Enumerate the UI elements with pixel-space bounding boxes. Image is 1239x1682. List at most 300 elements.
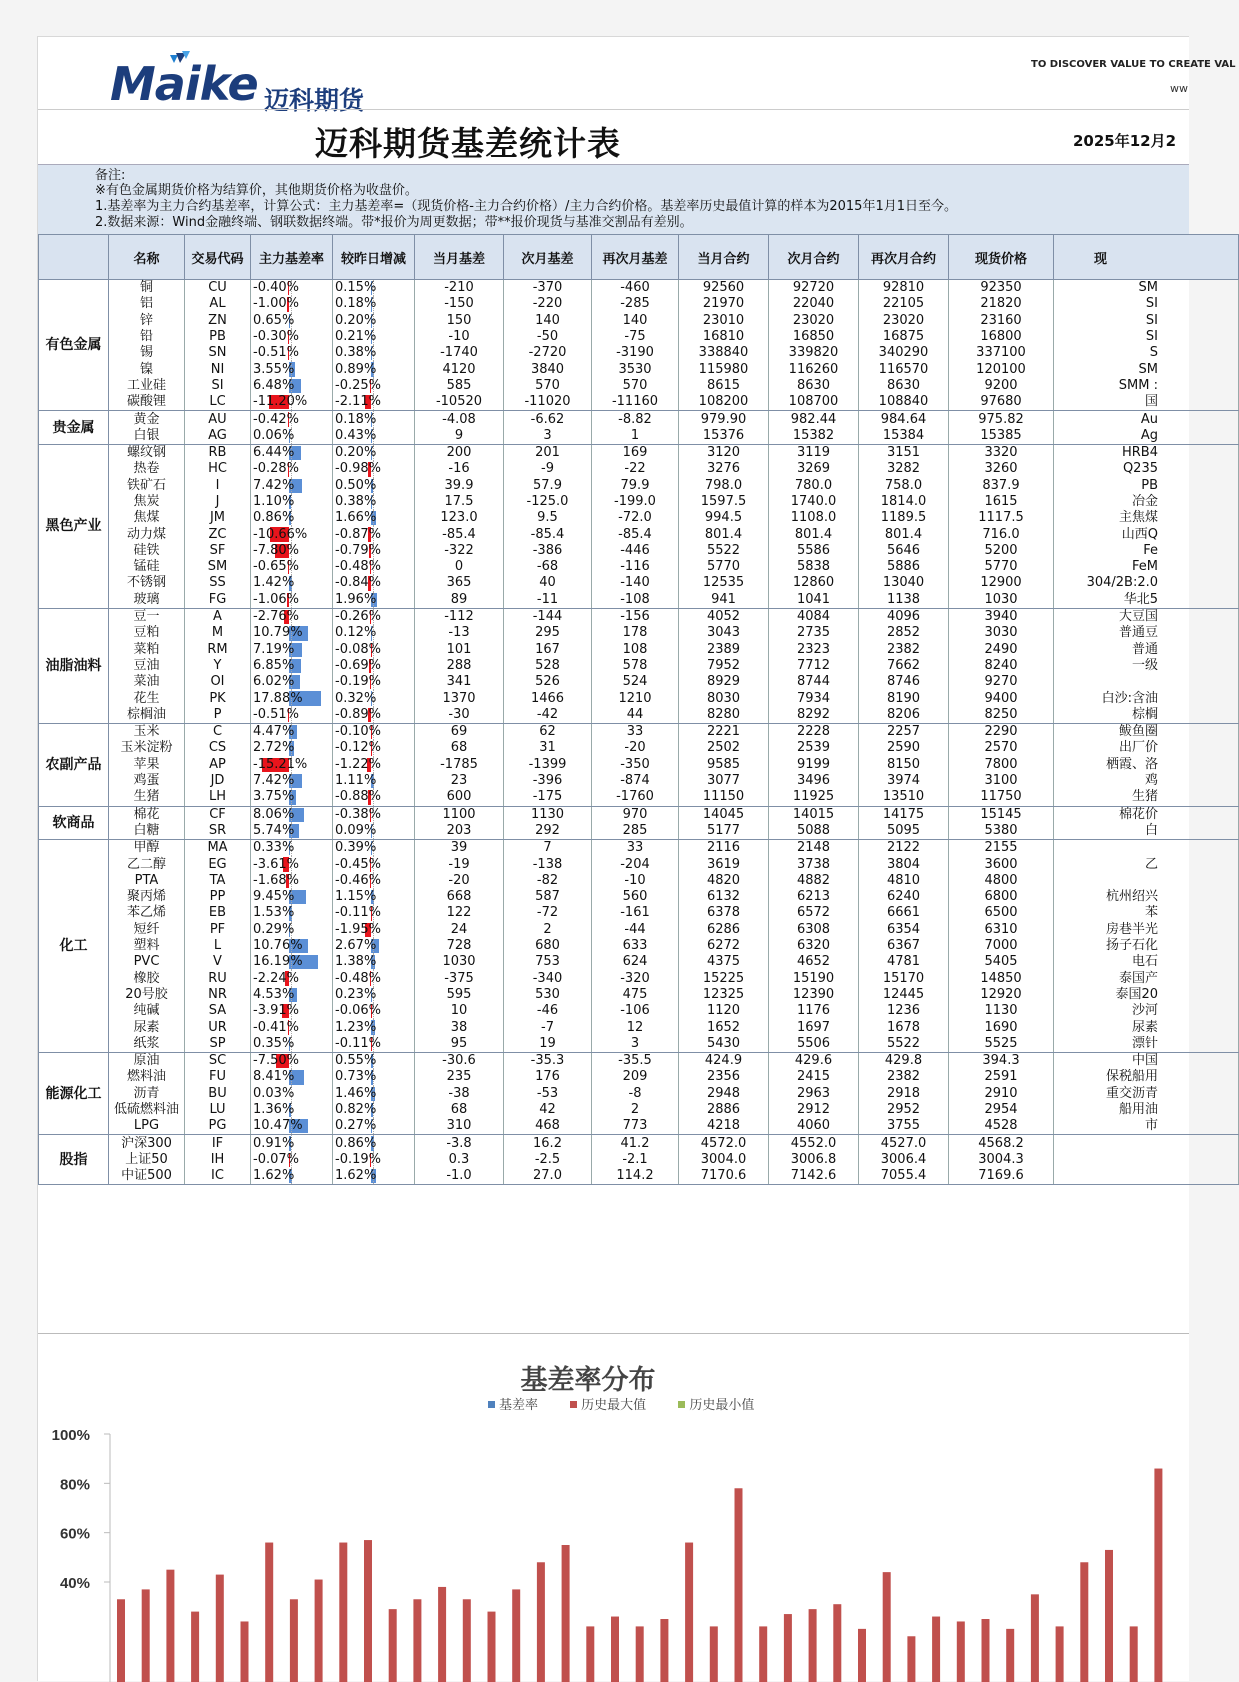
cell-b1: -3.8 [415, 1135, 504, 1152]
cell-code: SF [185, 543, 251, 559]
cell-c2: 5506 [769, 1036, 859, 1053]
basis-rate-cell [251, 428, 333, 445]
cell-value: -0.79% [335, 543, 381, 558]
daily-change-cell [333, 789, 415, 806]
cell-desc: 尿素 [1054, 1019, 1239, 1035]
cell-b2: 680 [504, 938, 592, 954]
cell-name: 沪深300 [109, 1135, 185, 1152]
cell-c2: 2912 [769, 1102, 859, 1118]
cell-b3: -1760 [592, 789, 679, 806]
cell-b2: -6.62 [504, 411, 592, 428]
cell-desc: 304/2B:2.0 [1054, 575, 1239, 591]
cell-value: 6.02% [253, 674, 294, 689]
cell-desc: 中国 [1054, 1052, 1239, 1069]
chart-bar-hist-max [216, 1575, 224, 1682]
cell-code: CS [185, 740, 251, 756]
cell-value: -0.11% [335, 1036, 381, 1051]
cell-c1: 16810 [679, 329, 769, 345]
cell-name: 玻璃 [109, 592, 185, 609]
cell-name: 花生 [109, 690, 185, 706]
cell-c3: 6354 [859, 922, 949, 938]
report-sheet [37, 36, 1189, 1681]
cell-b2: -2.5 [504, 1152, 592, 1168]
daily-change-cell [333, 345, 415, 361]
cell-c1: 5177 [679, 823, 769, 840]
cell-b3: 2 [592, 1102, 679, 1118]
basis-rate-cell [251, 1135, 333, 1152]
cell-b1: 10 [415, 1003, 504, 1019]
daily-change-cell [333, 873, 415, 889]
cell-desc: SI [1054, 329, 1239, 345]
header-cell: 较昨日增减 [333, 235, 415, 280]
cell-spot: 716.0 [949, 526, 1054, 542]
cell-name: 中证500 [109, 1168, 185, 1185]
cell-name: 苯乙烯 [109, 905, 185, 921]
cell-value: 10.76% [253, 938, 303, 953]
cell-b3: -2.1 [592, 1152, 679, 1168]
cell-c1: 7952 [679, 658, 769, 674]
table-row [39, 642, 1239, 658]
cell-spot: 3030 [949, 625, 1054, 641]
cell-code: Y [185, 658, 251, 674]
basis-rate-cell [251, 889, 333, 905]
cell-spot: 3940 [949, 608, 1054, 625]
cell-b3: 114.2 [592, 1168, 679, 1185]
cell-desc: 房巷半光 [1054, 922, 1239, 938]
cell-b1: 668 [415, 889, 504, 905]
header-group [39, 235, 109, 280]
cell-spot: 2290 [949, 724, 1054, 741]
cell-code: SP [185, 1036, 251, 1053]
cell-b1: -19 [415, 856, 504, 872]
cell-b3: -140 [592, 575, 679, 591]
cell-b2: -50 [504, 329, 592, 345]
table-row [39, 280, 1239, 297]
cell-desc: 船用油 [1054, 1102, 1239, 1118]
cell-name: 沥青 [109, 1086, 185, 1102]
cell-spot: 16800 [949, 329, 1054, 345]
cell-value: 9.45% [253, 889, 294, 904]
cell-value: -7.50% [253, 1053, 299, 1068]
cell-c3: 23020 [859, 313, 949, 329]
cell-c3: 5095 [859, 823, 949, 840]
cell-spot: 7800 [949, 757, 1054, 773]
table-row [39, 740, 1239, 756]
legend-label: 基差率 [499, 1398, 538, 1413]
cell-c1: 15376 [679, 428, 769, 445]
table-row [39, 428, 1239, 445]
basis-rate-cell [251, 757, 333, 773]
cell-c1: 4572.0 [679, 1135, 769, 1152]
daily-change-cell [333, 1168, 415, 1185]
cell-code: AP [185, 757, 251, 773]
cell-value: -0.40% [253, 280, 299, 295]
cell-code: AG [185, 428, 251, 445]
cell-code: LU [185, 1102, 251, 1118]
table-row [39, 411, 1239, 428]
cell-name: 硅铁 [109, 543, 185, 559]
cell-value: -3.61% [253, 857, 299, 872]
table-row [39, 394, 1239, 411]
cell-b1: -20 [415, 873, 504, 889]
cell-b2: 2 [504, 922, 592, 938]
cell-value: 0.35% [253, 1036, 294, 1051]
cell-c3: 2257 [859, 724, 949, 741]
daily-change-cell [333, 1102, 415, 1118]
daily-change-cell [333, 806, 415, 823]
cell-value: 0.21% [335, 329, 376, 344]
cell-name: 锰硅 [109, 559, 185, 575]
cell-code: PK [185, 690, 251, 706]
cell-c1: 2389 [679, 642, 769, 658]
cell-code: TA [185, 873, 251, 889]
cell-code: FU [185, 1069, 251, 1085]
cell-spot: 9270 [949, 674, 1054, 690]
cell-value: 4.53% [253, 987, 294, 1002]
cell-c3: 15384 [859, 428, 949, 445]
group-label: 化工 [39, 840, 109, 1053]
cell-desc: 市 [1054, 1118, 1239, 1135]
cell-value: -0.12% [335, 740, 381, 755]
cell-value: -10.66% [253, 527, 307, 542]
cell-value: -0.51% [253, 707, 299, 722]
cell-b3: -85.4 [592, 526, 679, 542]
chart-bar-hist-max [957, 1621, 965, 1682]
cell-code: NR [185, 987, 251, 1003]
basis-rate-cell [251, 1152, 333, 1168]
cell-spot: 3320 [949, 444, 1054, 461]
basis-rate-cell [251, 378, 333, 394]
cell-c2: 1108.0 [769, 510, 859, 526]
cell-value: 0.18% [335, 412, 376, 427]
cell-value: 6.48% [253, 378, 294, 393]
cell-name: 热卷 [109, 461, 185, 477]
cell-spot: 975.82 [949, 411, 1054, 428]
cell-c1: 1652 [679, 1019, 769, 1035]
basis-rate-cell [251, 461, 333, 477]
cell-value: -0.19% [335, 674, 381, 689]
basis-rate-cell [251, 526, 333, 542]
cell-name: 20号胶 [109, 987, 185, 1003]
cell-code: SR [185, 823, 251, 840]
cell-value: -0.45% [335, 857, 381, 872]
cell-c3: 4527.0 [859, 1135, 949, 1152]
daily-change-cell [333, 889, 415, 905]
cell-b2: -138 [504, 856, 592, 872]
cell-b3: 1 [592, 428, 679, 445]
chart-bar-hist-max [562, 1545, 570, 1682]
cell-c3: 8630 [859, 378, 949, 394]
cell-c1: 994.5 [679, 510, 769, 526]
chart-bar-hist-max [537, 1562, 545, 1682]
cell-spot: 5770 [949, 559, 1054, 575]
cell-value: 1.38% [335, 954, 376, 969]
cell-b1: -30.6 [415, 1052, 504, 1069]
cell-c2: 9199 [769, 757, 859, 773]
cell-b1: 122 [415, 905, 504, 921]
cell-desc: 白沙:含油 [1054, 690, 1239, 706]
chart-bar-hist-max [339, 1543, 347, 1682]
cell-c3: 8190 [859, 690, 949, 706]
cell-name: 棉花 [109, 806, 185, 823]
header-cell: 交易代码 [185, 235, 251, 280]
cell-b3: 524 [592, 674, 679, 690]
header-cell: 现货价格 [949, 235, 1054, 280]
table-row [39, 674, 1239, 690]
cell-desc [1054, 1152, 1239, 1168]
chart-bar-hist-max [290, 1599, 298, 1682]
table-row [39, 1086, 1239, 1102]
cell-name: 生猪 [109, 789, 185, 806]
cell-b2: 27.0 [504, 1168, 592, 1185]
table-row [39, 296, 1239, 312]
cell-b2: 42 [504, 1102, 592, 1118]
cell-b2: -35.3 [504, 1052, 592, 1069]
cell-c2: 108700 [769, 394, 859, 411]
cell-desc: 漂针 [1054, 1036, 1239, 1053]
cell-spot: 12900 [949, 575, 1054, 591]
cell-value: 2.67% [335, 938, 376, 953]
cell-c2: 1041 [769, 592, 859, 609]
cell-c2: 12390 [769, 987, 859, 1003]
daily-change-cell [333, 559, 415, 575]
cell-value: -0.51% [253, 345, 299, 360]
cell-b2: -46 [504, 1003, 592, 1019]
cell-desc [1054, 1135, 1239, 1152]
cell-b2: -370 [504, 280, 592, 297]
cell-name: 橡胶 [109, 970, 185, 986]
group-label: 贵金属 [39, 411, 109, 445]
cell-c3: 3755 [859, 1118, 949, 1135]
cell-c1: 12535 [679, 575, 769, 591]
cell-spot: 8250 [949, 707, 1054, 724]
cell-value: -3.91% [253, 1003, 299, 1018]
y-tick-label: 40% [60, 1575, 90, 1592]
cell-c2: 2963 [769, 1086, 859, 1102]
cell-b2: 3 [504, 428, 592, 445]
cell-b1: 728 [415, 938, 504, 954]
daily-change-cell [333, 707, 415, 724]
cell-b1: 39.9 [415, 478, 504, 494]
cell-value: 0.43% [335, 428, 376, 443]
cell-c1: 801.4 [679, 526, 769, 542]
cell-value: 0.82% [335, 1102, 376, 1117]
cell-spot: 6310 [949, 922, 1054, 938]
cell-c3: 2918 [859, 1086, 949, 1102]
cell-name: 不锈钢 [109, 575, 185, 591]
basis-rate-cell [251, 510, 333, 526]
table-row [39, 823, 1239, 840]
cell-value: -1.06% [253, 592, 299, 607]
cell-value: 10.79% [253, 625, 303, 640]
daily-change-cell [333, 394, 415, 411]
cell-b2: 31 [504, 740, 592, 756]
chart-bar-hist-max [759, 1626, 767, 1682]
cell-desc: 沙河 [1054, 1003, 1239, 1019]
cell-b1: -4.08 [415, 411, 504, 428]
cell-spot: 2490 [949, 642, 1054, 658]
daily-change-cell [333, 575, 415, 591]
cell-value: 0.18% [335, 296, 376, 311]
cell-b3: 3530 [592, 361, 679, 377]
cell-value: 3.55% [253, 362, 294, 377]
table-row [39, 707, 1239, 724]
cell-name: 工业硅 [109, 378, 185, 394]
daily-change-cell [333, 608, 415, 625]
cell-b2: 57.9 [504, 478, 592, 494]
cell-c2: 15190 [769, 970, 859, 986]
cell-c2: 11925 [769, 789, 859, 806]
cell-spot: 3260 [949, 461, 1054, 477]
cell-b2: -1399 [504, 757, 592, 773]
chart-bar-hist-max [907, 1636, 915, 1682]
cell-desc: 一级 [1054, 658, 1239, 674]
cell-b2: -340 [504, 970, 592, 986]
cell-b1: 365 [415, 575, 504, 591]
cell-c2: 2228 [769, 724, 859, 741]
daily-change-cell [333, 987, 415, 1003]
cell-name: 低硫燃料油 [109, 1102, 185, 1118]
cell-spot: 97680 [949, 394, 1054, 411]
cell-b2: -42 [504, 707, 592, 724]
cell-value: 3.75% [253, 789, 294, 804]
cell-c3: 5886 [859, 559, 949, 575]
cell-b3: -11160 [592, 394, 679, 411]
cell-code: J [185, 494, 251, 510]
cell-desc: 冶金 [1054, 494, 1239, 510]
basis-rate-cell [251, 690, 333, 706]
cell-name: 乙二醇 [109, 856, 185, 872]
cell-c3: 2590 [859, 740, 949, 756]
cell-c1: 4375 [679, 954, 769, 970]
cell-c2: 6572 [769, 905, 859, 921]
cell-c1: 3043 [679, 625, 769, 641]
cell-c2: 2415 [769, 1069, 859, 1085]
chart-bar-hist-max [1080, 1562, 1088, 1682]
cell-b3: -75 [592, 329, 679, 345]
cell-c2: 982.44 [769, 411, 859, 428]
chart-bar-hist-max [364, 1540, 372, 1682]
cell-value: 0.29% [253, 922, 294, 937]
table-row [39, 789, 1239, 806]
daily-change-cell [333, 329, 415, 345]
cell-b1: 68 [415, 1102, 504, 1118]
cell-code: SN [185, 345, 251, 361]
cell-c2: 780.0 [769, 478, 859, 494]
chart-bar-hist-max [166, 1570, 174, 1682]
cell-code: UR [185, 1019, 251, 1035]
cell-value: 1.15% [335, 889, 376, 904]
cell-b2: -72 [504, 905, 592, 921]
basis-rate-cell [251, 840, 333, 857]
cell-b3: 1210 [592, 690, 679, 706]
cell-desc: 扬子石化 [1054, 938, 1239, 954]
cell-c2: 339820 [769, 345, 859, 361]
cell-name: 上证50 [109, 1152, 185, 1168]
cell-c1: 5770 [679, 559, 769, 575]
cell-c1: 12325 [679, 987, 769, 1003]
cell-c1: 941 [679, 592, 769, 609]
cell-code: FG [185, 592, 251, 609]
table-row [39, 922, 1239, 938]
cell-desc: SM [1054, 280, 1239, 297]
cell-b3: 570 [592, 378, 679, 394]
cell-c1: 2502 [679, 740, 769, 756]
cell-value: 6.85% [253, 658, 294, 673]
cell-desc: 杭州绍兴 [1054, 889, 1239, 905]
cell-value: 1.96% [335, 592, 376, 607]
basis-rate-cell [251, 789, 333, 806]
cell-name: 聚丙烯 [109, 889, 185, 905]
cell-code: BU [185, 1086, 251, 1102]
cell-b2: 570 [504, 378, 592, 394]
cell-c1: 6272 [679, 938, 769, 954]
cell-c3: 6661 [859, 905, 949, 921]
cell-spot: 21820 [949, 296, 1054, 312]
table-row [39, 724, 1239, 741]
cell-c2: 5088 [769, 823, 859, 840]
cell-desc: 普通豆 [1054, 625, 1239, 641]
cell-name: 豆一 [109, 608, 185, 625]
table-row [39, 905, 1239, 921]
cell-b3: 41.2 [592, 1135, 679, 1152]
cell-c3: 13040 [859, 575, 949, 591]
cell-b2: 201 [504, 444, 592, 461]
cell-desc: 乙 [1054, 856, 1239, 872]
daily-change-cell [333, 1152, 415, 1168]
cell-value: -0.41% [253, 1020, 299, 1035]
cell-desc: 主焦煤 [1054, 510, 1239, 526]
chart-bar-hist-max [463, 1599, 471, 1682]
cell-value: 0.20% [335, 445, 376, 460]
chart-bar-hist-max [389, 1609, 397, 1682]
basis-rate-cell [251, 773, 333, 789]
table-row [39, 345, 1239, 361]
cell-code: SI [185, 378, 251, 394]
cell-value: -11.20% [253, 394, 307, 409]
daily-change-cell [333, 428, 415, 445]
table-row [39, 1102, 1239, 1118]
cell-c1: 15225 [679, 970, 769, 986]
table-row [39, 313, 1239, 329]
cell-spot: 2155 [949, 840, 1054, 857]
table-row [39, 690, 1239, 706]
cell-b1: 600 [415, 789, 504, 806]
table-header-row [39, 235, 1239, 280]
cell-name: 铅 [109, 329, 185, 345]
cell-code: PF [185, 922, 251, 938]
cell-value: -0.11% [335, 905, 381, 920]
cell-value: -1.00% [253, 296, 299, 311]
cell-b3: -10 [592, 873, 679, 889]
cell-c1: 2948 [679, 1086, 769, 1102]
cell-code: CF [185, 806, 251, 823]
cell-b2: 468 [504, 1118, 592, 1135]
cell-spot: 837.9 [949, 478, 1054, 494]
page-title: 迈科期货基差统计表 [38, 118, 898, 165]
cell-spot: 1030 [949, 592, 1054, 609]
cell-desc: 出厂价 [1054, 740, 1239, 756]
cell-b3: 33 [592, 840, 679, 857]
cell-desc: 棉花价 [1054, 806, 1239, 823]
y-tick-label: 100% [52, 1427, 90, 1444]
chart-title: 基差率分布 [38, 1358, 1138, 1397]
cell-c1: 3077 [679, 773, 769, 789]
group-label: 股指 [39, 1135, 109, 1185]
chart-bar-hist-max [710, 1626, 718, 1682]
cell-desc: 鸡 [1054, 773, 1239, 789]
cell-b3: -460 [592, 280, 679, 297]
